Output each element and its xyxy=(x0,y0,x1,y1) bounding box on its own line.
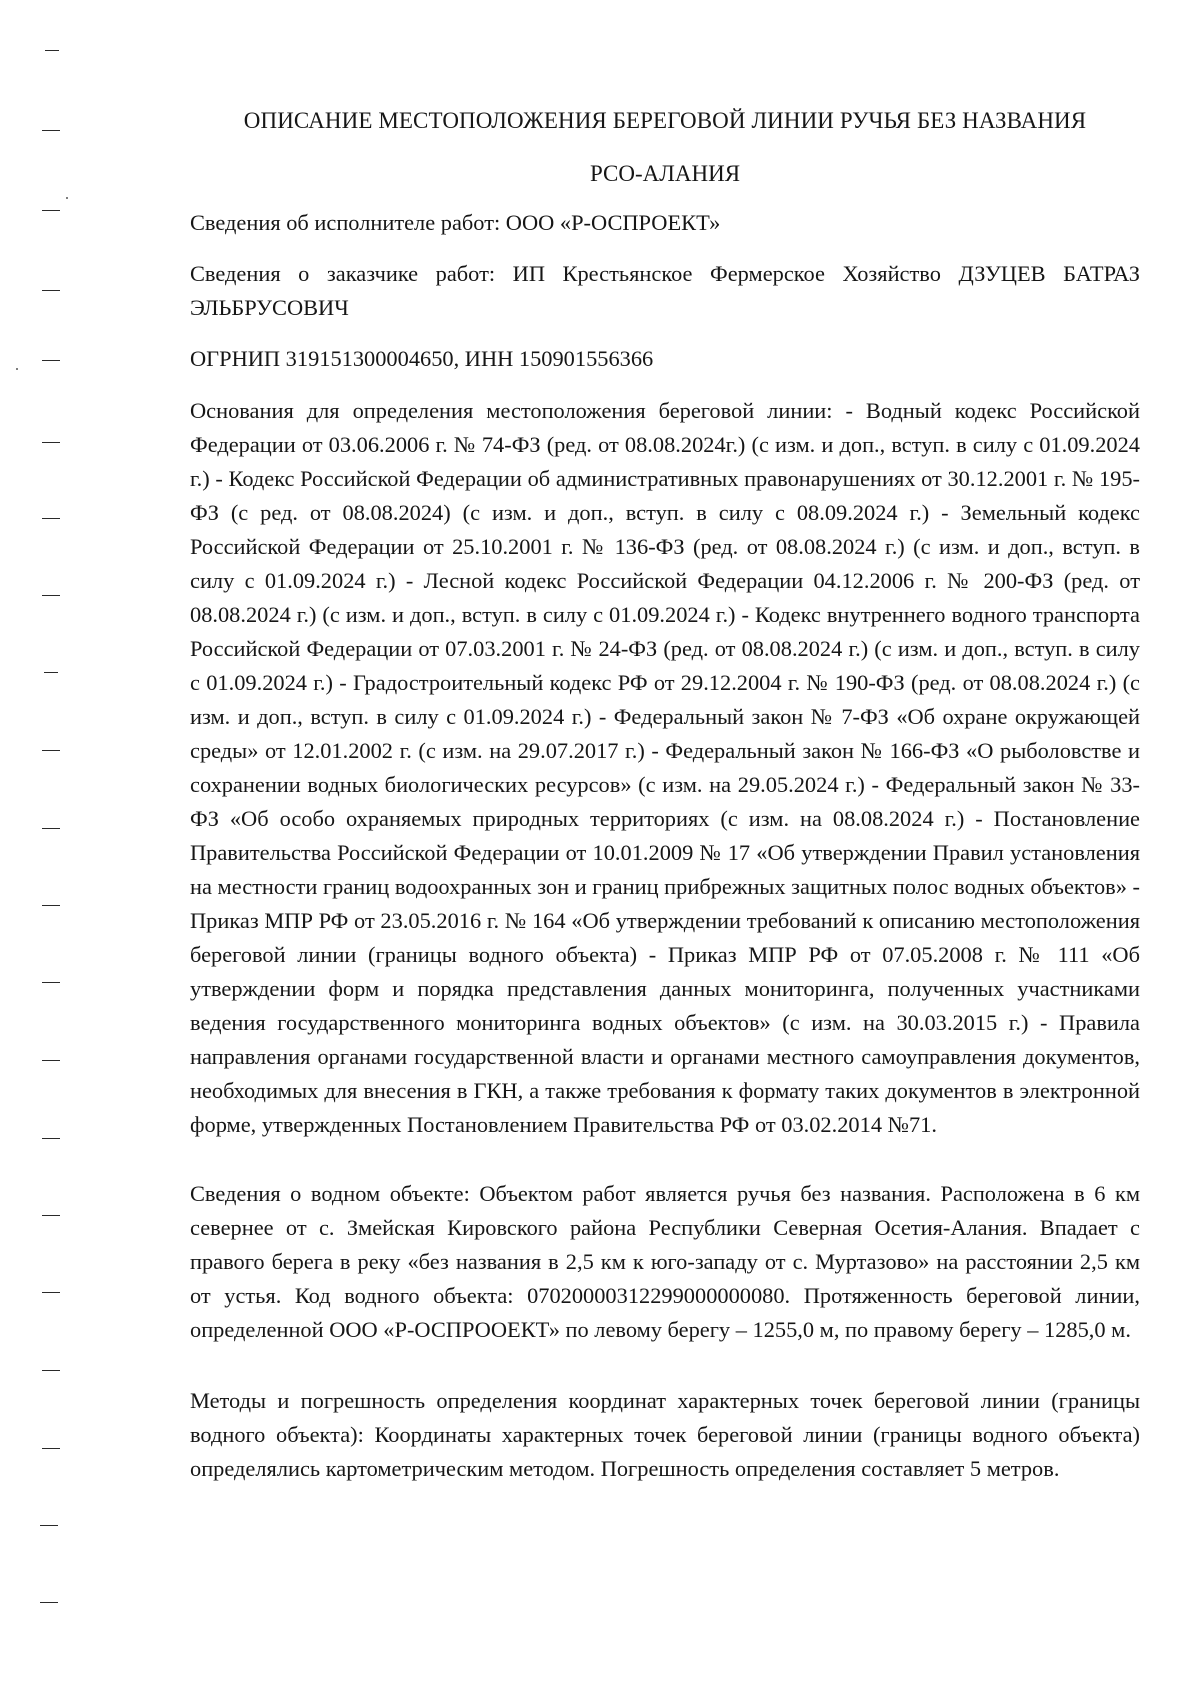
margin-mark xyxy=(42,1448,60,1449)
margin-mark xyxy=(42,442,60,443)
executor-info: Сведения об исполнителе работ: ООО «Р-ОСПРОЕКТ» xyxy=(190,210,721,235)
margin-mark xyxy=(42,518,60,519)
margin-mark xyxy=(42,828,60,829)
margin-mark xyxy=(45,50,59,51)
margin-mark xyxy=(40,1602,58,1603)
water-object-paragraph: Сведения о водном объекте: Объектом работ является ручья без названия. Расположена в 6 км севернее от с. Змейская Кировского района Республики Северная Осетия-Алания. Впадает с правого берега в реку «без названия в 2,5 км к юго-западу от с. Муртазово» на расстоянии 2,5 км от устья. Код водного объекта: 07020000312299000000080. Протяженность береговой линии, определенной ООО «Р-ОСПРООЕКТ» по левому берегу – 1255,0 м, по правому берегу – 1285,0 м. xyxy=(190,1181,1140,1342)
legal-basis-paragraph: Основания для определения местоположения береговой линии: - Водный кодекс Российской Федерации от 03.06.2006 г. № 74-ФЗ (ред. от 08.08.2024г.) (с изм. и доп., вступ. в силу с 01.09.2024 г.) - Кодекс Российской Федерации об административных правонарушениях от 30.12.2001 г. № 195-ФЗ (с ред. от 08.08.2024) (с изм. и доп., вступ. в силу с 08.09.2024 г.) - Земельный кодекс Российской Федерации от 25.10.2001 г. № 136-ФЗ (ред. от 08.08.2024 г.) (с изм. и доп., вступ. в силу с 01.09.2024 г.) - Лесной кодекс Российской Федерации 04.12.2006 г. № 200-ФЗ (ред. от 08.08.2024 г.) (с изм. и доп., вступ. в силу с 01.09.2024 г.) - Кодекс внутреннего водного транспорта Российской Федерации от 07.03.2001 г. № 24-ФЗ (ред. от 08.08.2024 г.) (с изм. и доп., вступ. в силу с 01.09.2024 г.) - Градостроительный кодекс РФ от 29.12.2004 г. № 190-ФЗ (ред. от 08.08.2024 г.) (с изм. и доп., вступ. в силу с 01.09.2024 г.) - Федеральный закон № 7-ФЗ «Об охране окружающей среды» от 12.01.2002 г. (с изм. на 29.07.2017 г.) - Федеральный закон № 166-ФЗ «О рыболовстве и сохранении водных биологических ресурсов» (с изм. на 29.05.2024 г.) - Федеральный закон № 33-ФЗ «Об особо охраняемых природных территориях (с изм. на 08.08.2024 г.) - Постановление Правительства Российской Федерации от 10.01.2009 № 17 «Об утверждении Правил установления на местности границ водоохранных зон и границ прибрежных защитных полос водных объектов» - Приказ МПР РФ от 23.05.2016 г. № 164 «Об утверждении требований к описанию местоположения береговой линии (границы водного объекта) - Приказ МПР РФ от 07.05.2008 г. № 111 «Об утверждении форм и порядка представления данных мониторинга, полученных участниками ведения государственного мониторинга водных объектов» (с изм. на 30.03.2015 г.) - Правила направления органами государственной власти и органами местного самоуправления документов, необходимых для внесения в ГКН, а также требования к формату таких документов в электронной форме, утвержденных Постановлением Правительства РФ от 03.02.2014 №71. xyxy=(190,398,1140,1137)
margin-mark xyxy=(42,982,60,983)
margin-mark xyxy=(42,595,60,596)
margin-dot xyxy=(66,197,68,199)
margin-mark xyxy=(42,750,60,751)
margin-mark xyxy=(42,290,60,291)
margin-mark xyxy=(42,1215,60,1216)
customer-info: Сведения о заказчике работ: ИП Крестьянское Фермерское Хозяйство ДЗУЦЕВ БАТРАЗ ЭЛЬБРУСОВИЧ xyxy=(190,261,1140,320)
margin-mark xyxy=(42,360,60,361)
margin-mark xyxy=(42,130,60,131)
margin-mark xyxy=(44,672,58,673)
methods-paragraph: Методы и погрешность определения координат характерных точек береговой линии (границы водного объекта): Координаты характерных точек береговой линии (границы водного объекта) определялись картометрическим методом. Погрешность определения составляет 5 метров. xyxy=(190,1388,1140,1481)
margin-mark xyxy=(42,1138,60,1139)
margin-dot xyxy=(16,368,18,370)
margin-mark xyxy=(42,1292,60,1293)
margin-mark xyxy=(42,210,60,211)
document-title: ОПИСАНИЕ МЕСТОПОЛОЖЕНИЯ БЕРЕГОВОЙ ЛИНИИ РУЧЬЯ БЕЗ НАЗВАНИЯ xyxy=(243,108,1087,133)
ogrnip-inn: ОГРНИП 319151300004650, ИНН 150901556366 xyxy=(190,346,654,371)
document-subtitle: РСО-АЛАНИЯ xyxy=(589,161,741,186)
margin-mark xyxy=(42,1370,60,1371)
margin-mark xyxy=(42,905,60,906)
document-content xyxy=(190,105,1140,1486)
margin-mark xyxy=(42,1060,60,1061)
binding-margin-marks xyxy=(0,0,90,1692)
margin-mark xyxy=(40,1525,58,1526)
